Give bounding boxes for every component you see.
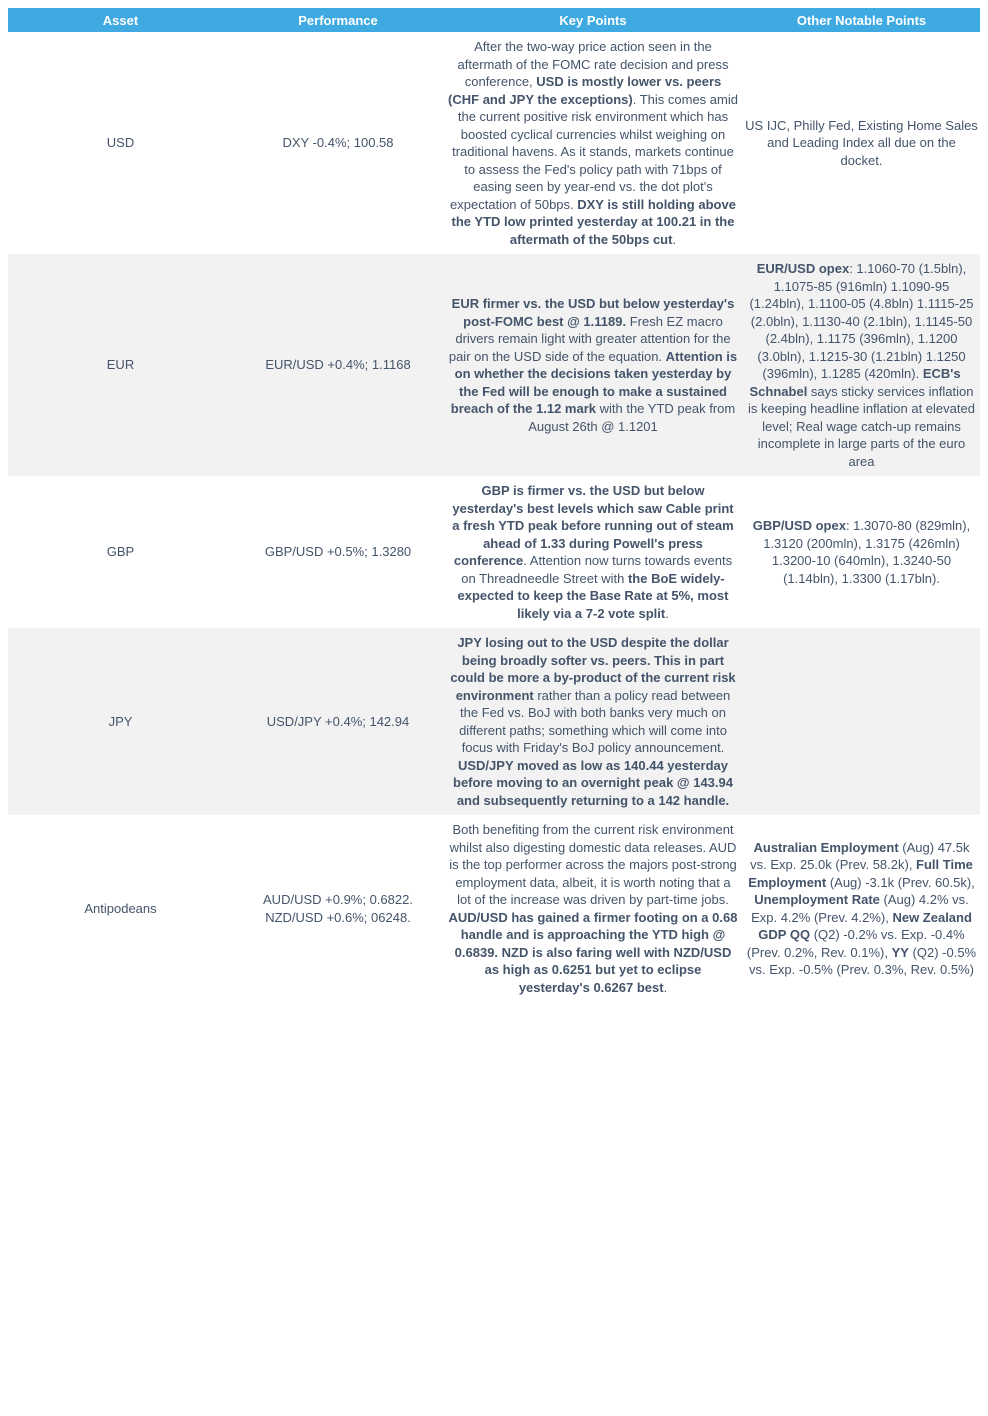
key-points-text-bold-segment: DXY is still holding above the YTD low printed yesterday at 100.21 in the aftermath of the 50bps cut [451,196,736,247]
key-points-text-bold-segment: GBP is firmer vs. the USD but below yesterday's best levels which saw Cable print a fresh YTD peak before running out of steam ahead of 1.33 during Powell's press conference [452,483,734,568]
column-header-key-points: Key Points [443,8,743,32]
asset-cell-eur: EUR [106,357,135,373]
other-notable-points-text-segment: : 1.3070-80 (829mln), 1.3120 (200mln), 1.3175 (426mln) 1.3200-10 (640mln), 1.3240-50 (1.14bln), 1.3300 (1.17bln). [763,518,971,586]
performance-cell-antipodeans [233,815,443,1002]
table-row-jpy [8,628,980,815]
key-points-text-bold-segment: AUD/USD has gained a firmer footing on a 0.68 handle and is approaching the YTD high @ 0.6839. NZD is also faring well with NZD/USD as high as 0.6251 but yet to eclipse yesterday's 0.6267 best [448,909,738,995]
table-row-antipodeans [8,815,980,1002]
key-points-text-segment: rather than a policy read between the Fed vs. BoJ with both banks very much on different paths; something which will come into focus with Friday's BoJ policy announcement. [459,687,731,755]
other-notable-points-cell-gbp [743,476,980,628]
column-header-asset: Asset [8,8,233,32]
other-notable-points-text-segment: : 1.1060-70 (1.5bln), 1.1075-85 (916mln) 1.1090-95 (1.24bln), 1.1100-05 (4.8bln) 1.1115-25 (2.0bln), 1.1130-40 (2.1bln), 1.1145-50 (2.4bln), 1.1175 (396mln), 1.1200 (3.0bln), 1.1215-30 (1.21bln) 1.1250 (396mln), 1.1285 (420mln). [749,261,974,381]
asset-cell-gbp: GBP [106,544,135,560]
fx-asset-table [8,8,980,1002]
other-notable-points-text-segment: (Aug) 47.5k vs. Exp. 25.0k (Prev. 58.2k), [750,839,970,872]
table-row-gbp [8,476,980,628]
key-points-text-bold-segment: Attention is on whether the decisions taken yesterday by the Fed will be enough to make a sustained breach of the 1.12 mark [450,348,738,416]
key-points-text-segment: . Attention now turns towards events on Threadneedle Street with [461,553,733,586]
asset-cell-usd: USD [106,135,135,151]
column-header-performance: Performance [233,8,443,32]
asset-cell-jpy: JPY [108,713,133,729]
other-notable-points-text-segment: (Aug) -3.1k (Prev. 60.5k), [826,874,975,890]
key-points-cell-jpy [443,628,743,815]
table-row-usd [8,32,980,254]
other-notable-points-cell-antipodeans [743,815,980,1002]
key-points-cell-antipodeans [443,815,743,1002]
performance-cell-eur [233,254,443,476]
other-notable-points-text-bold-segment: EUR/USD opex [756,261,850,276]
key-points-text-segment: After the two-way price action seen in the aftermath of the FOMC rate decision and press conference, [457,39,729,89]
key-points-text-segment: Fresh EZ macro drivers remain light with greater attention for the pair on the USD side of the equation. [448,313,731,364]
table-header-row [8,8,980,32]
performance-line: AUD/USD +0.9%; 0.6822. [263,892,413,907]
asset-cell-antipodeans: Antipodeans [84,900,157,916]
other-notable-points-text-segment: (Q2) -0.2% vs. Exp. -0.4% (Prev. 0.2%, Rev. 0.1%), [746,927,965,960]
key-points-text-segment: Both benefiting from the current risk environment whilst also digesting domestic data releases. AUD is the top performer across the majors post-strong employment data, albeit, it is worth noting that a lot of the increase was driven by part-time jobs. [449,822,737,907]
other-notable-points-text-bold-segment: Australian Employment [753,839,899,855]
performance-cell-jpy [233,628,443,815]
other-notable-points-text-segment: US IJC, Philly Fed, Existing Home Sales and Leading Index all due on the docket. [745,117,978,168]
key-points-text-segment: . [663,979,668,995]
key-points-text-bold-segment: JPY losing out to the USD despite the dollar being broadly softer vs. peers. This in part could be more a by-product of the current risk environment [450,635,736,703]
table-body [8,32,980,1002]
key-points-text-bold-segment: the BoE widely-expected to keep the Base Rate at 5%, most likely via a 7-2 vote split [457,570,729,621]
performance-line: GBP/USD +0.5%; 1.3280 [264,544,412,560]
table-header [8,8,980,32]
key-points-text-bold-segment: USD is mostly lower vs. peers (CHF and JPY the exceptions) [448,74,722,107]
key-points-text-bold-segment: USD/JPY moved as low as 140.44 yesterday before moving to an overnight peak @ 143.94 and subsequently returning to a 142 handle. [453,757,733,808]
other-notable-points-cell-jpy [743,628,980,815]
performance-cell-usd [233,32,443,254]
other-notable-points-text-bold-segment: New Zealand GDP QQ [758,909,972,942]
key-points-cell-eur [443,254,743,476]
other-notable-points-text-bold-segment: YY [891,944,909,960]
other-notable-points-text-segment: says sticky services inflation is keeping headline inflation at elevated level; Real wage catch-up remains incomplete in large parts of the euro area [748,383,975,469]
other-notable-points-text-segment: (Q2) -0.5% vs. Exp. -0.5% (Prev. 0.3%, Rev. 0.5%) [749,944,977,977]
other-notable-points-cell-eur [743,254,980,476]
key-points-text-segment: with the YTD peak from August 26th @ 1.1201 [528,401,736,434]
key-points-text-segment: . [665,605,669,621]
key-points-text-bold-segment: EUR firmer vs. the USD but below yesterday's post-FOMC best @ 1.1189. [451,296,735,329]
table-row-eur [8,254,980,476]
performance-line: USD/JPY +0.4%; 142.94 [266,713,410,729]
other-notable-points-text-bold-segment: Full Time Employment [748,857,973,890]
performance-line: NZD/USD +0.6%; 06248. [265,909,411,925]
performance-cell-gbp [233,476,443,628]
other-notable-points-cell-usd [743,32,980,254]
other-notable-points-text-bold-segment: GBP/USD opex [752,518,846,533]
key-points-text-segment: . This comes amid the current positive risk environment which has boosted cyclical currencies whilst weighing on traditional havens. As it stands, markets continue to assess the Fed's policy path with 71bps of easing seen by year-end vs. the dot plot's expectation of 50bps. [450,91,738,212]
key-points-text-segment: . [672,231,677,247]
key-points-cell-gbp [443,476,743,628]
other-notable-points-text-bold-segment: ECB's Schnabel [749,366,961,399]
performance-line: EUR/USD +0.4%; 1.1168 [265,357,411,373]
other-notable-points-text-segment: (Aug) 4.2% vs. Exp. 4.2% (Prev. 4.2%), [751,892,969,925]
key-points-cell-usd [443,32,743,254]
performance-line: DXY -0.4%; 100.58 [282,135,394,151]
column-header-other-notable-points: Other Notable Points [743,8,980,32]
other-notable-points-text-bold-segment: Unemployment Rate [754,892,880,907]
